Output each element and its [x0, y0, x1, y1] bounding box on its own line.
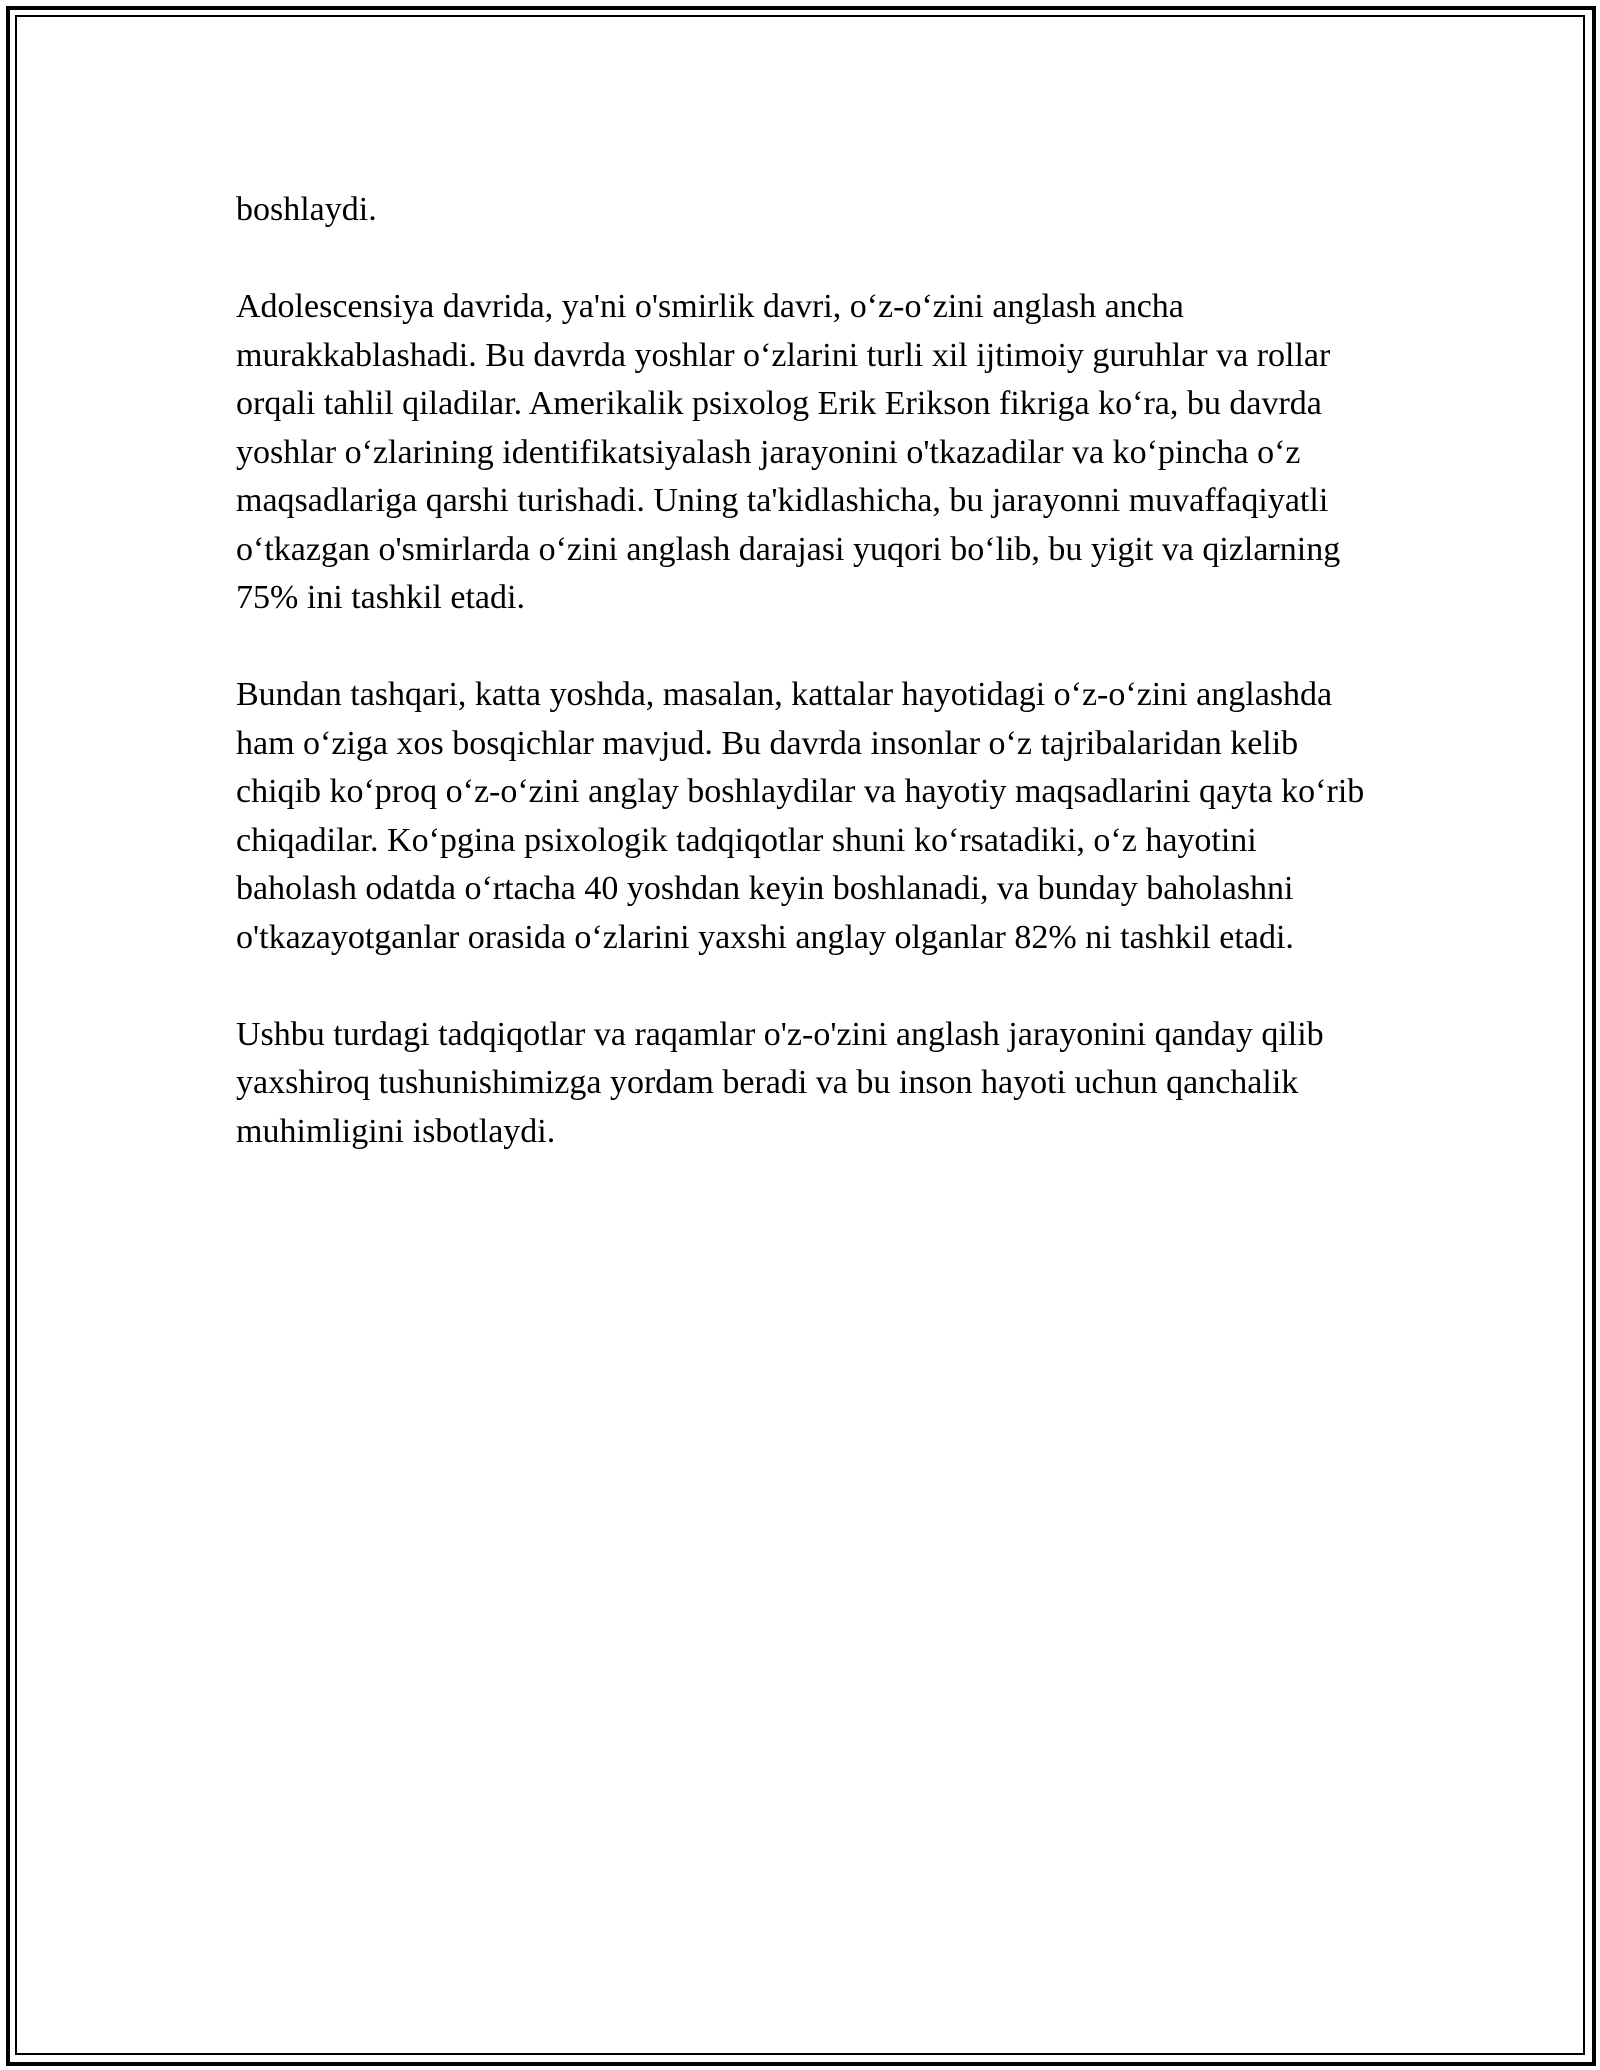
- paragraph-continuation: boshlaydi.: [236, 191, 377, 228]
- paragraph-adolescence: Adolescensiya davrida, ya'ni o'smirlik davri, o‘z-o‘zini anglash ancha murakkablashadi. Bu davrda yoshlar o‘zlarini turli xil ijtimoiy guruhlar va rollar orqali tahlil qiladilar. Amerikalik psixolog Erik Erikson fikriga ko‘ra, bu davrda yoshlar o‘zlarining identifikatsiyalash jarayonini o'tkazadilar va ko‘pincha o‘z maqsadlariga qarshi turishadi. Uning ta'kidlashicha, bu jarayonni muvaffaqiyatli o‘tkazgan o'smirlarda o‘zini anglash darajasi yuqori bo‘lib, bu yigit va qizlarning 75% ini tashkil etadi.: [236, 288, 1341, 616]
- paragraph-adulthood: Bundan tashqari, katta yoshda, masalan, kattalar hayotidagi o‘z-o‘zini anglashda ham o‘ziga xos bosqichlar mavjud. Bu davrda insonlar o‘z tajribalaridan kelib chiqib ko‘proq o‘z-o‘zini anglay boshlaydilar va hayotiy maqsadlarini qayta ko‘rib chiqadilar. Ko‘pgina psixologik tadqiqotlar shuni ko‘rsatadiki, o‘z hayotini baholash odatda o‘rtacha 40 yoshdan keyin boshlanadi, va bunday baholashni o'tkazayotganlar orasida o‘zlarini yaxshi anglay olganlar 82% ni tashkil etadi.: [236, 676, 1365, 956]
- document-body: [236, 186, 1366, 1156]
- paragraph-conclusion: Ushbu turdagi tadqiqotlar va raqamlar o'z-o'zini anglash jarayonini qanday qilib yaxshiroq tushunishimizga yordam beradi va bu inson hayoti uchun qanchalik muhimligini isbotlaydi.: [236, 1015, 1324, 1150]
